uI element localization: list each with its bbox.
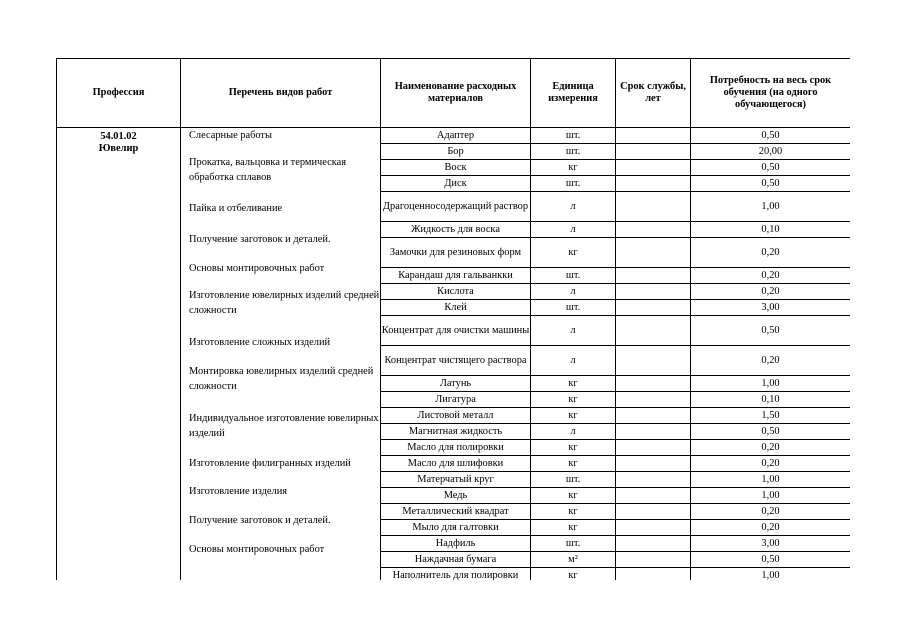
material-unit: шт. — [531, 128, 616, 144]
material-life — [616, 408, 691, 424]
material-name: Медь — [381, 488, 531, 504]
material-unit: л — [531, 316, 616, 346]
material-name: Концентрат для очистки машины — [381, 316, 531, 346]
material-unit: кг — [531, 568, 616, 580]
header-life: Срок службы, лет — [616, 59, 691, 128]
work-item: Слесарные работы — [189, 130, 272, 141]
document-page — [56, 58, 850, 580]
material-life — [616, 472, 691, 488]
material-unit: л — [531, 284, 616, 300]
material-life — [616, 376, 691, 392]
material-name: Листовой металл — [381, 408, 531, 424]
material-life — [616, 238, 691, 268]
material-life — [616, 520, 691, 536]
material-unit: шт. — [531, 536, 616, 552]
work-item: Изготовление филигранных изделий — [189, 458, 351, 469]
header-works: Перечень видов работ — [181, 59, 381, 128]
material-life — [616, 568, 691, 580]
material-name: Диск — [381, 176, 531, 192]
material-life — [616, 128, 691, 144]
table-row — [57, 128, 851, 144]
material-life — [616, 346, 691, 376]
material-life — [616, 392, 691, 408]
material-life — [616, 488, 691, 504]
material-unit: кг — [531, 376, 616, 392]
material-need: 0,20 — [691, 346, 851, 376]
work-item: Основы монтировочных работ — [189, 544, 325, 555]
material-life — [616, 144, 691, 160]
material-need: 3,00 — [691, 536, 851, 552]
work-item: Изготовление ювелирных изделий средней сложности — [189, 290, 380, 316]
material-need: 1,00 — [691, 472, 851, 488]
material-name: Адаптер — [381, 128, 531, 144]
material-need: 0,50 — [691, 128, 851, 144]
material-unit: шт. — [531, 176, 616, 192]
work-item: Получение заготовок и деталей. — [189, 515, 331, 526]
work-item: Прокатка, вальцовка и термическая обработка сплавов — [189, 157, 347, 183]
material-name: Матерчатый круг — [381, 472, 531, 488]
material-life — [616, 504, 691, 520]
material-name: Надфиль — [381, 536, 531, 552]
material-name: Драгоценносодержащий раствор — [381, 192, 531, 222]
material-need: 0,50 — [691, 176, 851, 192]
profession-name: Ювелир — [98, 143, 139, 154]
material-unit: шт. — [531, 300, 616, 316]
material-need: 1,00 — [691, 376, 851, 392]
material-need: 0,50 — [691, 160, 851, 176]
material-unit: шт. — [531, 472, 616, 488]
material-need: 1,00 — [691, 488, 851, 504]
material-name: Воск — [381, 160, 531, 176]
material-unit: кг — [531, 440, 616, 456]
material-unit: кг — [531, 160, 616, 176]
material-name: Концентрат чистящего раствора — [381, 346, 531, 376]
material-life — [616, 552, 691, 568]
works-cell — [181, 128, 381, 581]
material-name: Карандаш для гальванкки — [381, 268, 531, 284]
header-profession: Профессия — [57, 59, 181, 128]
work-item: Основы монтировочных работ — [189, 263, 325, 274]
material-need: 0,20 — [691, 456, 851, 472]
work-item: Получение заготовок и деталей. — [189, 234, 331, 245]
header-material: Наименование расходных материалов — [381, 59, 531, 128]
material-need: 20,00 — [691, 144, 851, 160]
material-life — [616, 440, 691, 456]
material-name: Клей — [381, 300, 531, 316]
material-need: 0,20 — [691, 268, 851, 284]
material-need: 0,20 — [691, 284, 851, 300]
work-item: Изготовление изделия — [189, 486, 288, 497]
material-unit: кг — [531, 408, 616, 424]
material-need: 0,20 — [691, 520, 851, 536]
material-unit: кг — [531, 392, 616, 408]
profession-code: 54.01.02 — [100, 131, 137, 142]
materials-table — [56, 58, 850, 580]
material-name: Магнитная жидкость — [381, 424, 531, 440]
material-unit: кг — [531, 456, 616, 472]
material-life — [616, 536, 691, 552]
material-life — [616, 456, 691, 472]
material-need: 1,00 — [691, 192, 851, 222]
material-name: Мыло для галтовки — [381, 520, 531, 536]
work-item: Монтировка ювелирных изделий средней сложности — [189, 366, 374, 392]
material-life — [616, 192, 691, 222]
material-unit: кг — [531, 238, 616, 268]
material-name: Наждачная бумага — [381, 552, 531, 568]
material-need: 3,00 — [691, 300, 851, 316]
material-name: Масло для полировки — [381, 440, 531, 456]
material-name: Наполнитель для полировки — [381, 568, 531, 580]
material-name: Замочки для резиновых форм — [381, 238, 531, 268]
work-item: Изготовление сложных изделий — [189, 337, 331, 348]
work-item: Индивидуальное изготовление ювелирных изделий — [189, 413, 379, 439]
material-life — [616, 268, 691, 284]
material-life — [616, 316, 691, 346]
work-item: Пайка и отбеливание — [189, 203, 283, 214]
header-row — [57, 59, 851, 128]
material-need: 1,00 — [691, 568, 851, 580]
material-unit: л — [531, 192, 616, 222]
material-unit: л — [531, 222, 616, 238]
material-need: 0,10 — [691, 222, 851, 238]
material-name: Бор — [381, 144, 531, 160]
material-unit: кг — [531, 504, 616, 520]
material-need: 0,20 — [691, 440, 851, 456]
material-life — [616, 176, 691, 192]
material-name: Лигатура — [381, 392, 531, 408]
material-unit: кг — [531, 520, 616, 536]
material-name: Кислота — [381, 284, 531, 300]
profession-cell — [57, 128, 181, 581]
material-need: 0,20 — [691, 504, 851, 520]
material-unit: кг — [531, 488, 616, 504]
material-life — [616, 284, 691, 300]
material-need: 0,50 — [691, 424, 851, 440]
material-life — [616, 222, 691, 238]
material-unit: шт. — [531, 268, 616, 284]
material-name: Латунь — [381, 376, 531, 392]
material-unit: л — [531, 346, 616, 376]
header-need: Потребность на весь срок обучения (на одного обучающегося) — [691, 59, 851, 128]
material-need: 0,50 — [691, 552, 851, 568]
material-life — [616, 424, 691, 440]
header-unit: Единица измерения — [531, 59, 616, 128]
material-need: 0,10 — [691, 392, 851, 408]
material-life — [616, 300, 691, 316]
material-need: 0,20 — [691, 238, 851, 268]
material-life — [616, 160, 691, 176]
material-name: Масло для шлифовки — [381, 456, 531, 472]
material-name: Металлический квадрат — [381, 504, 531, 520]
material-need: 1,50 — [691, 408, 851, 424]
material-unit: л — [531, 424, 616, 440]
material-name: Жидкость для воска — [381, 222, 531, 238]
material-unit: шт. — [531, 144, 616, 160]
material-unit: м² — [531, 552, 616, 568]
material-need: 0,50 — [691, 316, 851, 346]
